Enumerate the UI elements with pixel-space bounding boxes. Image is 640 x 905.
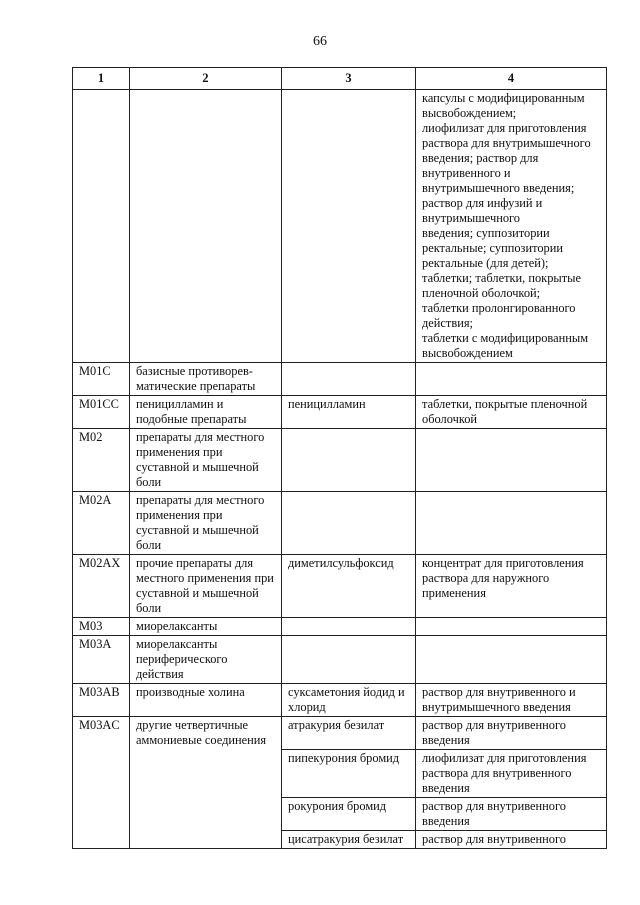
code-cell: M01CC: [73, 396, 130, 429]
table-row: [73, 618, 607, 636]
group-cell: производные холина: [130, 684, 282, 717]
drug-cell: [282, 429, 416, 492]
dosage-form-cell: таблетки, покрытые пленочной оболочкой: [416, 396, 607, 429]
group-cell: препараты для местного применения при суставной и мышечной боли: [130, 492, 282, 555]
drug-cell: рокурония бромид: [282, 798, 416, 831]
dosage-form-cell: [416, 492, 607, 555]
code-cell: M02A: [73, 492, 130, 555]
drug-cell: суксаметония йодид и хлорид: [282, 684, 416, 717]
drug-cell: [282, 618, 416, 636]
group-cell: базисные противорев-матические препараты: [130, 363, 282, 396]
dosage-form-cell: капсулы с модифицированным высвобождением; лиофилизат для приготовления раствора для внутримышечного введения; раствор для внутривенного и внутримышечного введения; раствор для инфузий и внутримышечного введения; суппозитории ректальные; суппозитории ректальные (для детей); таблетки; таблетки, покрытые пленочной оболочкой; таблетки пролонгированного действия; таблетки с модифицированным высвобождением: [416, 90, 607, 363]
dosage-form-cell: концентрат для приготовления раствора для наружного применения: [416, 555, 607, 618]
dosage-form-cell: [416, 429, 607, 492]
drug-cell: [282, 636, 416, 684]
drug-cell: пипекурония бромид: [282, 750, 416, 798]
dosage-form-cell: [416, 363, 607, 396]
dosage-form-cell: раствор для внутривенного введения: [416, 717, 607, 750]
group-cell: пеницилламин и подобные препараты: [130, 396, 282, 429]
dosage-form-cell: лиофилизат для приготовления раствора для внутривенного введения: [416, 750, 607, 798]
drug-cell: пеницилламин: [282, 396, 416, 429]
code-cell: M02AX: [73, 555, 130, 618]
code-cell: [73, 90, 130, 363]
group-cell: другие четвертичные аммониевые соединения: [130, 717, 282, 849]
code-cell: M03A: [73, 636, 130, 684]
group-cell: [130, 90, 282, 363]
drug-cell: [282, 492, 416, 555]
drug-table: [72, 67, 607, 849]
column-header-2: 2: [130, 68, 282, 90]
drug-cell: диметилсульфоксид: [282, 555, 416, 618]
dosage-form-cell: раствор для внутривенного и внутримышечного введения: [416, 684, 607, 717]
table-row: [73, 492, 607, 555]
code-cell: M03: [73, 618, 130, 636]
table-row: [73, 429, 607, 492]
page-number: 66: [313, 34, 327, 49]
drug-cell: [282, 90, 416, 363]
table-row: [73, 363, 607, 396]
column-header-4: 4: [416, 68, 607, 90]
dosage-form-cell: раствор для внутривенного введения: [416, 798, 607, 831]
code-cell: M02: [73, 429, 130, 492]
dosage-form-cell: [416, 618, 607, 636]
table-row: [73, 555, 607, 618]
table-row: [73, 636, 607, 684]
dosage-form-cell: раствор для внутривенного: [416, 831, 607, 849]
drug-cell: [282, 363, 416, 396]
drug-cell: цисатракурия безилат: [282, 831, 416, 849]
group-cell: препараты для местного применения при суставной и мышечной боли: [130, 429, 282, 492]
dosage-form-cell: [416, 636, 607, 684]
table-row: [73, 396, 607, 429]
drug-cell: атракурия безилат: [282, 717, 416, 750]
code-cell: M03AB: [73, 684, 130, 717]
column-header-1: 1: [73, 68, 130, 90]
group-cell: миорелаксанты периферического действия: [130, 636, 282, 684]
table-row: [73, 684, 607, 717]
table-header-row: [73, 68, 607, 90]
group-cell: миорелаксанты: [130, 618, 282, 636]
group-cell: прочие препараты для местного применения при суставной и мышечной боли: [130, 555, 282, 618]
continuation-row: [73, 90, 607, 363]
column-header-3: 3: [282, 68, 416, 90]
code-cell: M01C: [73, 363, 130, 396]
table-row: [73, 717, 607, 750]
code-cell: M03AC: [73, 717, 130, 849]
